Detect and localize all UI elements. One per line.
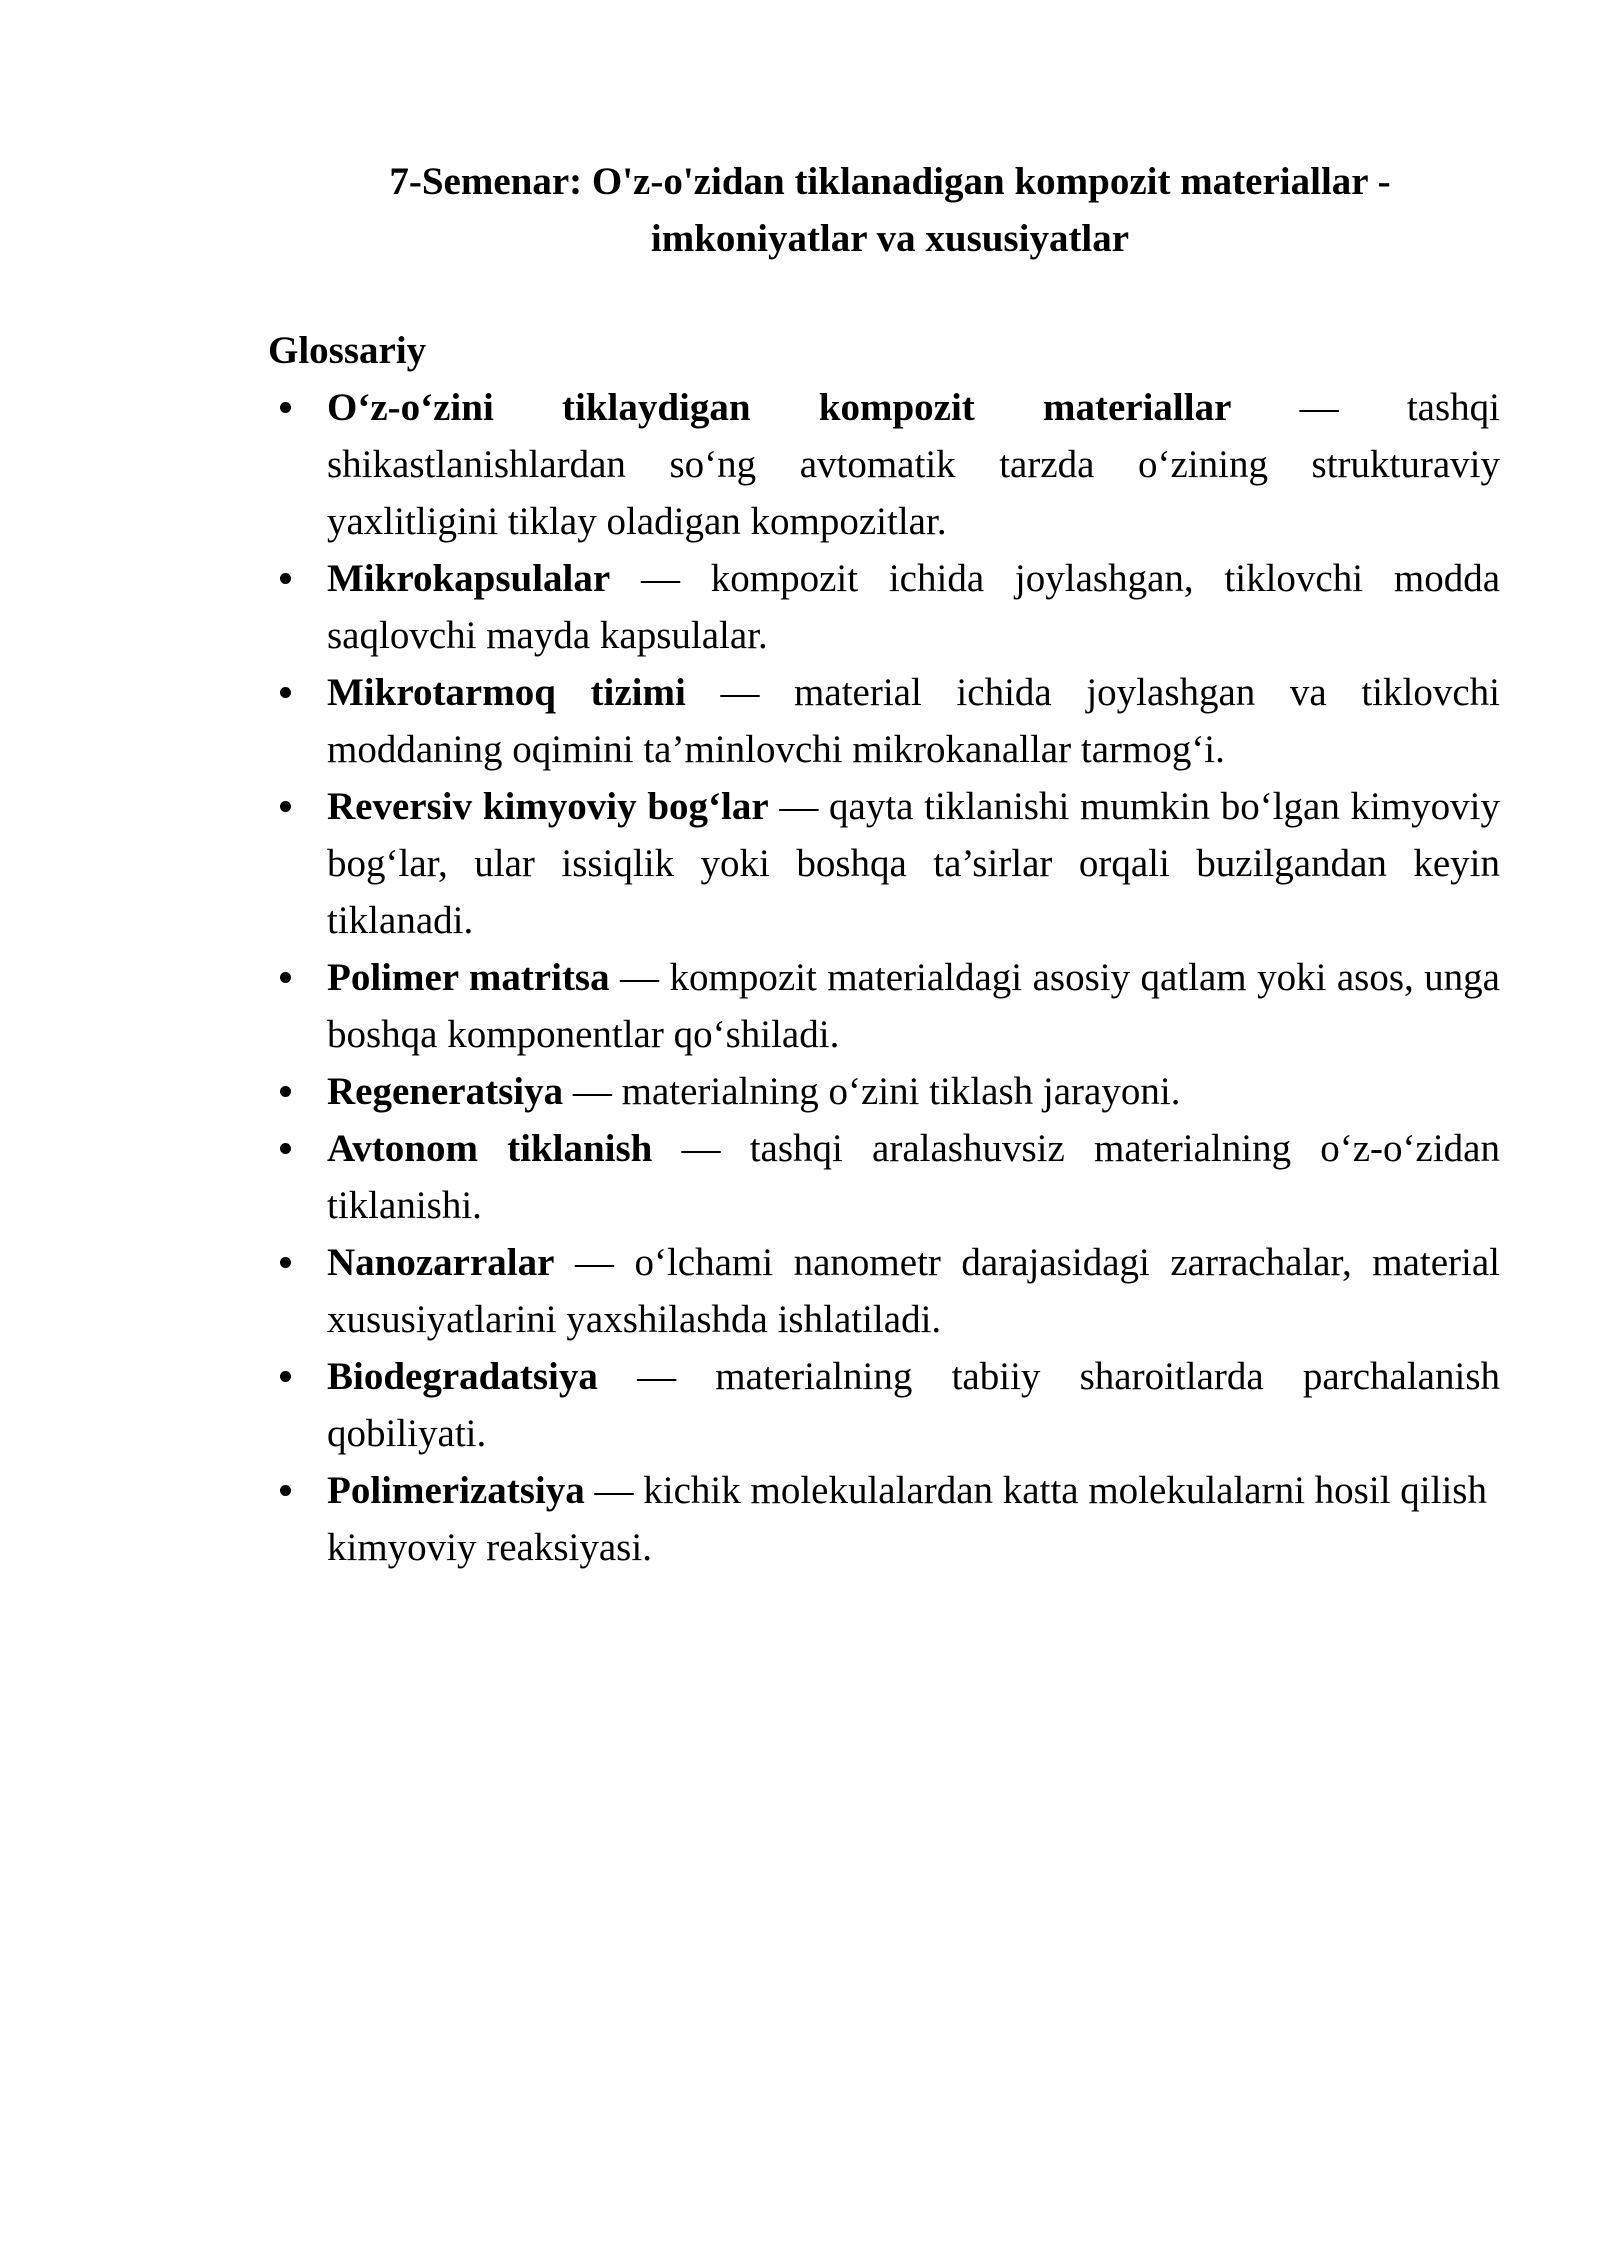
glossary-definition: — material ichida joylashgan va tiklovchi moddaning oqimini ta’minlovchi mikrokanallar tarmog‘i. [327,671,1500,771]
glossary-heading: Glossariy [268,329,427,372]
glossary-definition: — tashqi shikastlanishlardan so‘ng avtomatik tarzda o‘zining strukturaviy yaxlitligini tiklay oladigan kompozitlar. [327,386,1500,543]
glossary-item [268,949,1500,1063]
glossary-item [268,1063,1500,1120]
bullet-icon [280,1257,291,1268]
bullet-icon [280,1485,291,1496]
bullet-icon [280,1143,291,1154]
page-title [300,153,1480,267]
glossary-definition: — materialning o‘zini tiklash jarayoni. [563,1070,1181,1113]
glossary-definition: — o‘lchami nanometr darajasidagi zarrachalar, material xususiyatlarini yaxshilashda ishlatiladi. [327,1241,1500,1341]
glossary-definition: — tashqi aralashuvsiz materialning o‘z-o‘zidan tiklanishi. [327,1127,1500,1227]
bullet-icon [280,687,291,698]
glossary-item [268,664,1500,778]
glossary-definition: — materialning tabiiy sharoitlarda parchalanish qobiliyati. [327,1355,1500,1455]
glossary-definition: — kichik molekulalardan katta molekulalarni hosil qilish kimyoviy reaksiyasi. [327,1469,1487,1569]
glossary-definition: — kompozit ichida joylashgan, tiklovchi modda saqlovchi mayda kapsulalar. [327,557,1500,657]
glossary-definition: — qayta tiklanishi mumkin bo‘lgan kimyoviy bog‘lar, ular issiqlik yoki boshqa ta’sirlar orqali buzilgandan keyin tiklanadi. [327,785,1501,942]
glossary-term: Avtonom tiklanish [327,1127,653,1170]
glossary-term: Regeneratsiya [327,1070,564,1113]
glossary-term: Polimer matritsa [327,956,610,999]
bullet-icon [280,972,291,983]
glossary-term: Mikrotarmoq tizimi [327,671,686,714]
glossary-term: O‘z-o‘zini tiklaydigan kompozit materiallar [327,386,1232,429]
glossary-item [268,550,1500,664]
glossary-term: Biodegradatsiya [327,1355,598,1398]
title-line-2: imkoniyatlar va xususiyatlar [650,217,1130,260]
bullet-icon [280,1371,291,1382]
glossary-term: Nanozarralar [327,1241,555,1284]
bullet-icon [280,801,291,812]
title-line-1: 7-Semenar: O'z-o'zidan tiklanadigan kompozit materiallar - [389,160,1391,203]
glossary-term: Reversiv kimyoviy bog‘lar [327,785,769,828]
glossary-item [268,1348,1500,1462]
glossary-item [268,379,1500,550]
glossary-list [268,379,1500,1576]
glossary-item [268,1120,1500,1234]
glossary-item [268,1234,1500,1348]
glossary-item [268,1462,1500,1576]
bullet-icon [280,402,291,413]
glossary-definition: — kompozit materialdagi asosiy qatlam yoki asos, unga boshqa komponentlar qo‘shiladi. [327,956,1500,1056]
glossary-item [268,778,1500,949]
bullet-icon [280,573,291,584]
bullet-icon [280,1086,291,1097]
glossary-term: Polimerizatsiya [327,1469,585,1512]
glossary-term: Mikrokapsulalar [327,557,611,600]
